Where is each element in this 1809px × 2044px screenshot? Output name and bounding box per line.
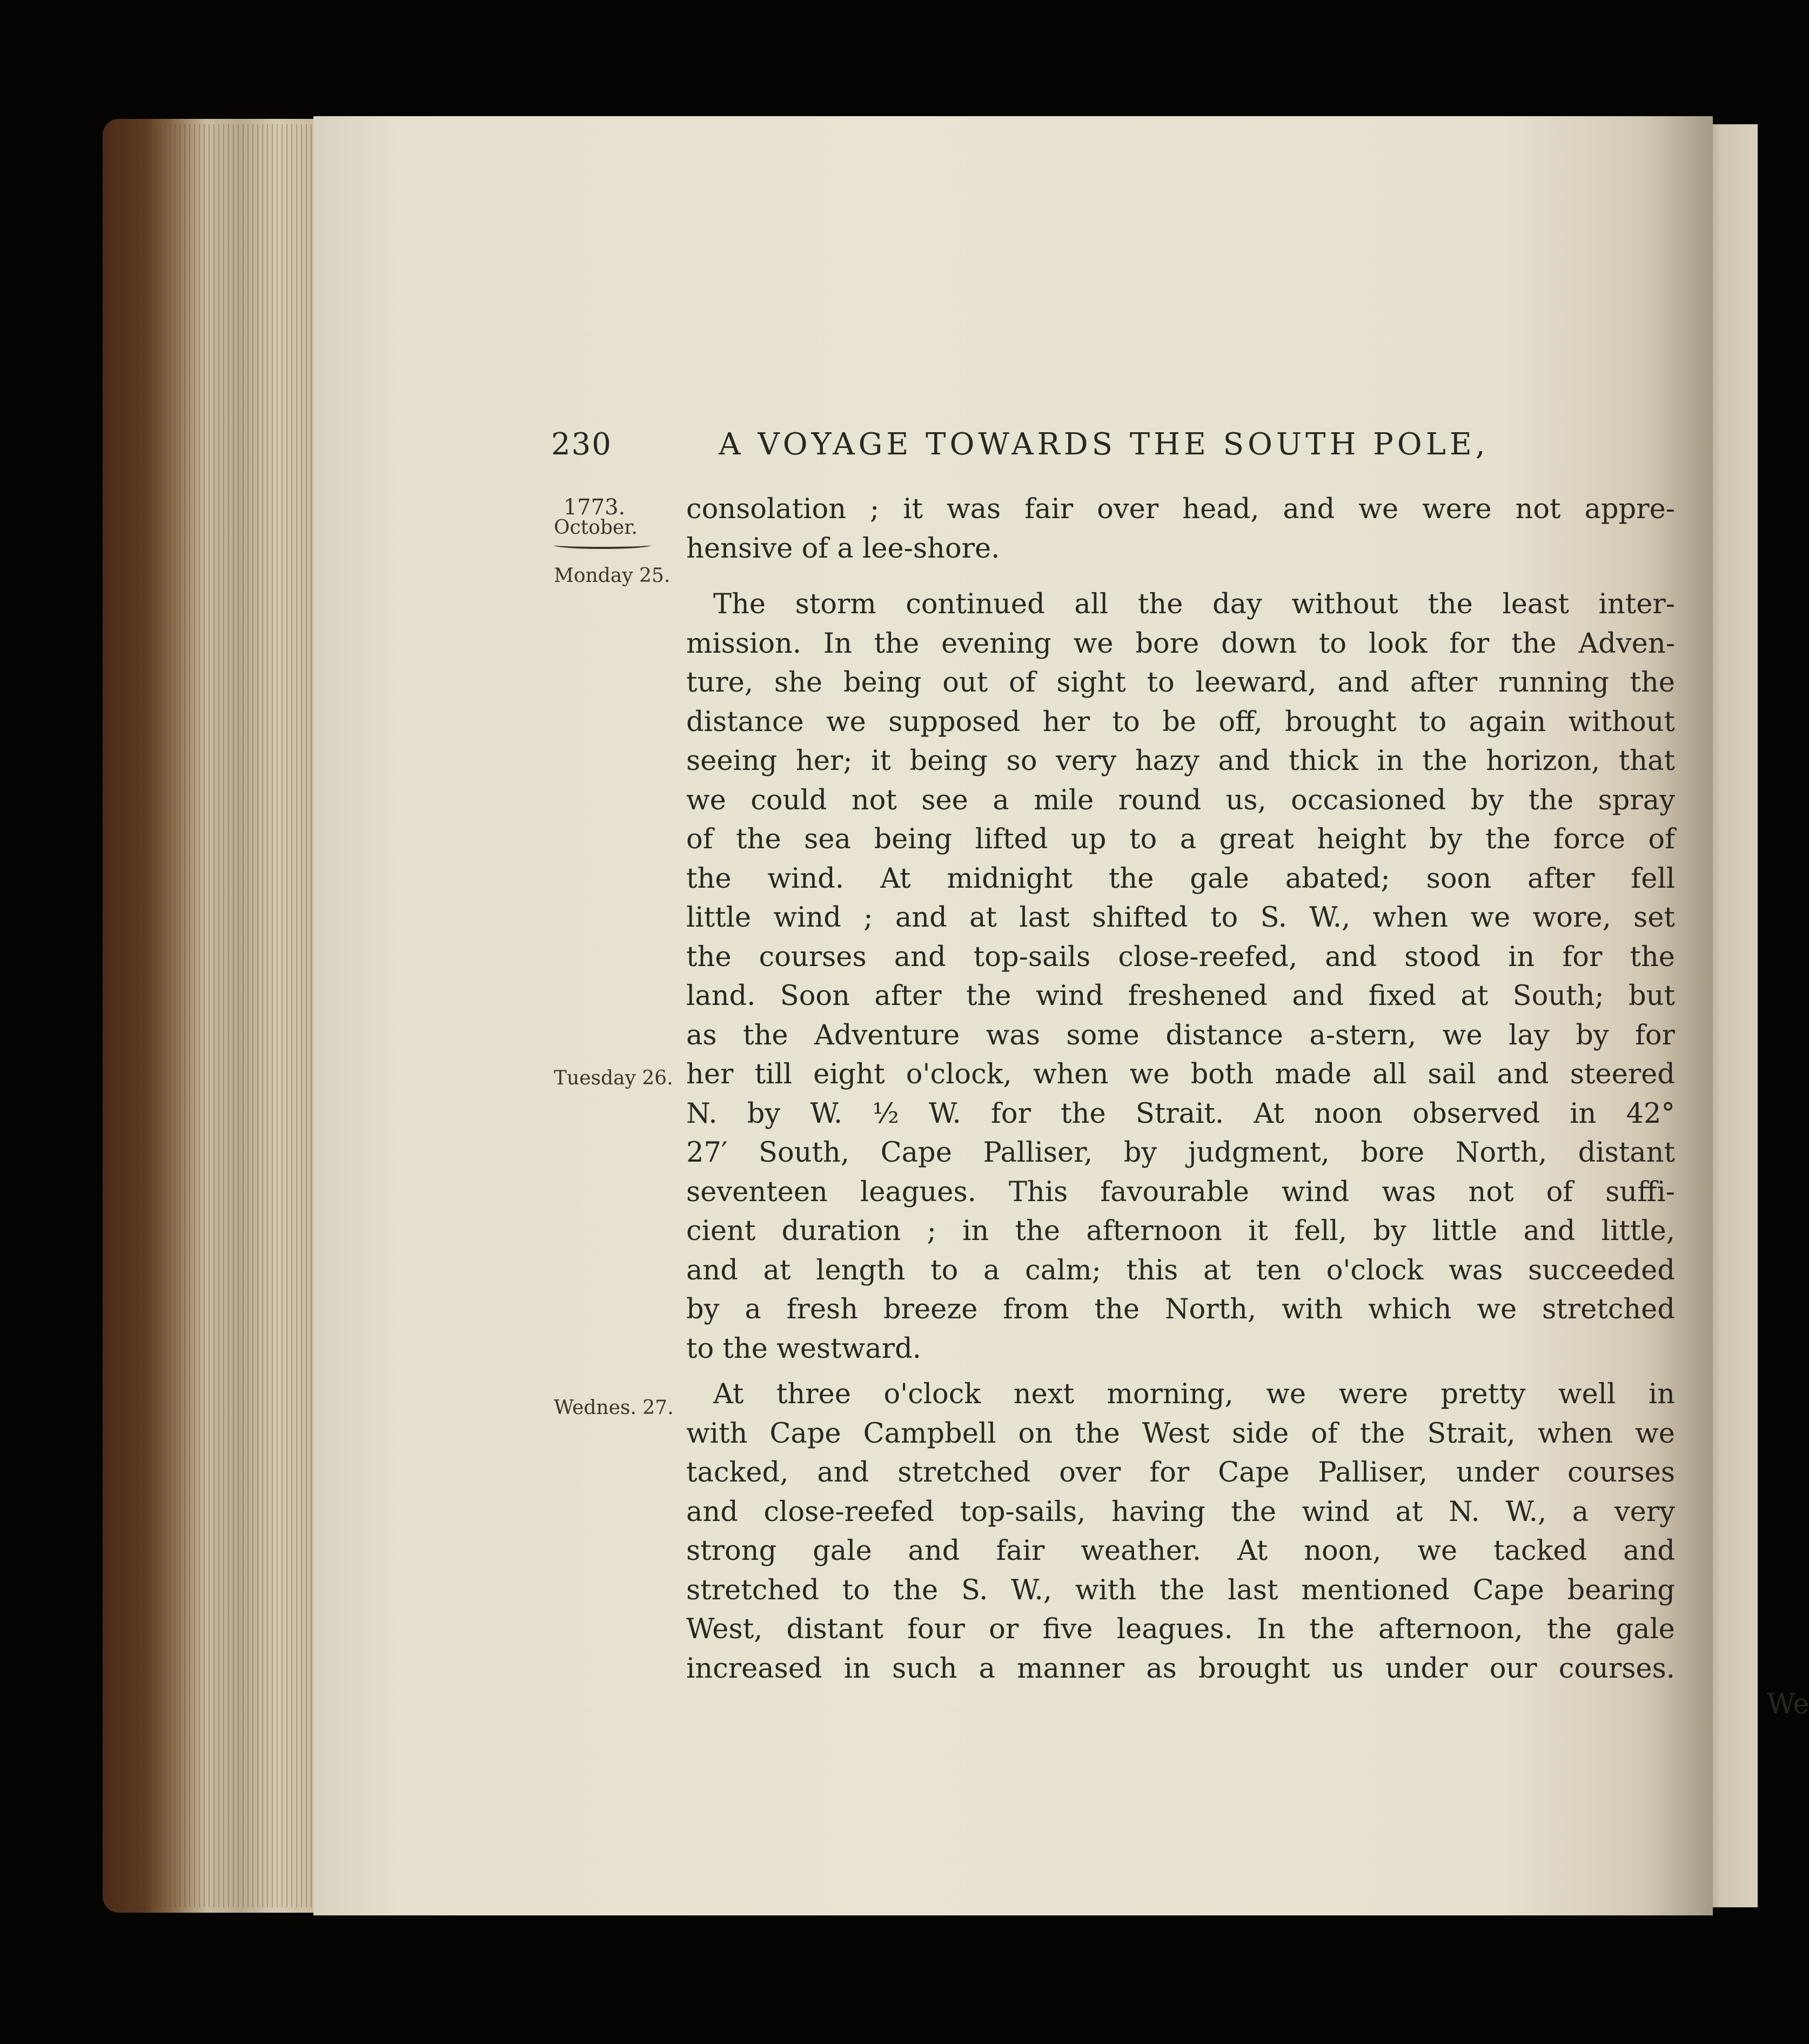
margin-brace — [554, 541, 651, 549]
text-line: increased in such a manner as brought us under our courses. — [686, 1652, 1675, 1685]
text-line: seventeen leagues. This favourable wind was not of suffi- — [686, 1176, 1675, 1208]
text-line: At three o'clock next morning, we were pretty well in — [713, 1378, 1675, 1410]
text-line: N. by W. ½ W. for the Strait. At noon observed in 42° — [686, 1097, 1675, 1130]
text-line: to the westward. — [686, 1332, 921, 1365]
paragraph-3 — [686, 1375, 1675, 1688]
margin-month: October. — [554, 517, 638, 539]
page-edge-texture — [140, 124, 324, 1907]
text-line: mission. In the evening we bore down to look for the Adven- — [686, 627, 1675, 660]
text-line: little wind ; and at last shifted to S. W., when we wore, set — [686, 902, 1675, 934]
text-line: stretched to the S. W., with the last mentioned Cape bearing — [686, 1574, 1675, 1606]
margin-tuesday: Tuesday 26. — [554, 1067, 673, 1089]
text-line: West, distant four or five leagues. In the afternoon, the gale — [686, 1613, 1675, 1645]
text-line: strong gale and fair weather. At noon, we tacked and — [686, 1535, 1675, 1567]
text-line: and close-reefed top-sails, having the wind at N. W., a very — [686, 1496, 1675, 1528]
text-line: tacked, and stretched over for Cape Palliser, under courses — [686, 1457, 1675, 1489]
text-line: ture, she being out of sight to leeward, and after running the — [686, 667, 1675, 699]
book-page — [313, 116, 1809, 1915]
catchword: We — [1767, 1688, 1809, 1720]
text-line: seeing her; it being so very hazy and thick in the horizon, that — [686, 745, 1675, 777]
text-line: by a fresh breeze from the North, with which we stretched — [686, 1294, 1675, 1325]
text-line: 27′ South, Cape Palliser, by judgment, bore North, distant — [686, 1137, 1675, 1169]
text-line: land. Soon after the wind freshened and fixed at South; but — [686, 980, 1675, 1012]
page-number: 230 — [551, 427, 612, 462]
running-title: A VOYAGE TOWARDS THE SOUTH POLE, — [719, 427, 1489, 462]
margin-wednesday: Wednes. 27. — [554, 1397, 674, 1419]
text-line: distance we supposed her to be off, brought to again without — [686, 706, 1675, 738]
text-line: consolation ; it was fair over head, and we were not appre- — [686, 493, 1675, 525]
running-head — [313, 427, 1713, 470]
text-line: the courses and top-sails close-reefed, and stood in for the — [686, 941, 1675, 973]
paragraph-2 — [686, 585, 1675, 1369]
text-line: we could not see a mile round us, occasioned by the spray — [686, 784, 1675, 816]
text-line: The storm continued all the day without the least inter- — [713, 588, 1675, 620]
text-line: as the Adventure was some distance a-stern, we lay by for — [686, 1019, 1675, 1051]
text-line: and at length to a calm; this at ten o'clock was succeeded — [686, 1254, 1675, 1286]
margin-monday: Monday 25. — [554, 565, 671, 587]
paragraph-1 — [686, 490, 1675, 568]
text-line: hensive of a lee-shore. — [686, 532, 1000, 565]
text-line: the wind. At midnight the gale abated; soon after fell — [686, 862, 1675, 895]
text-line: her till eight o'clock, when we both made all sail and steered — [686, 1058, 1675, 1090]
margin-year: 1773. — [563, 495, 626, 520]
margin-date-year — [554, 495, 638, 549]
text-line: with Cape Campbell on the West side of the Strait, when we — [686, 1417, 1675, 1450]
text-line: cient duration ; in the afternoon it fell, by little and little, — [686, 1215, 1675, 1247]
text-line: of the sea being lifted up to a great height by the force of — [686, 823, 1675, 855]
